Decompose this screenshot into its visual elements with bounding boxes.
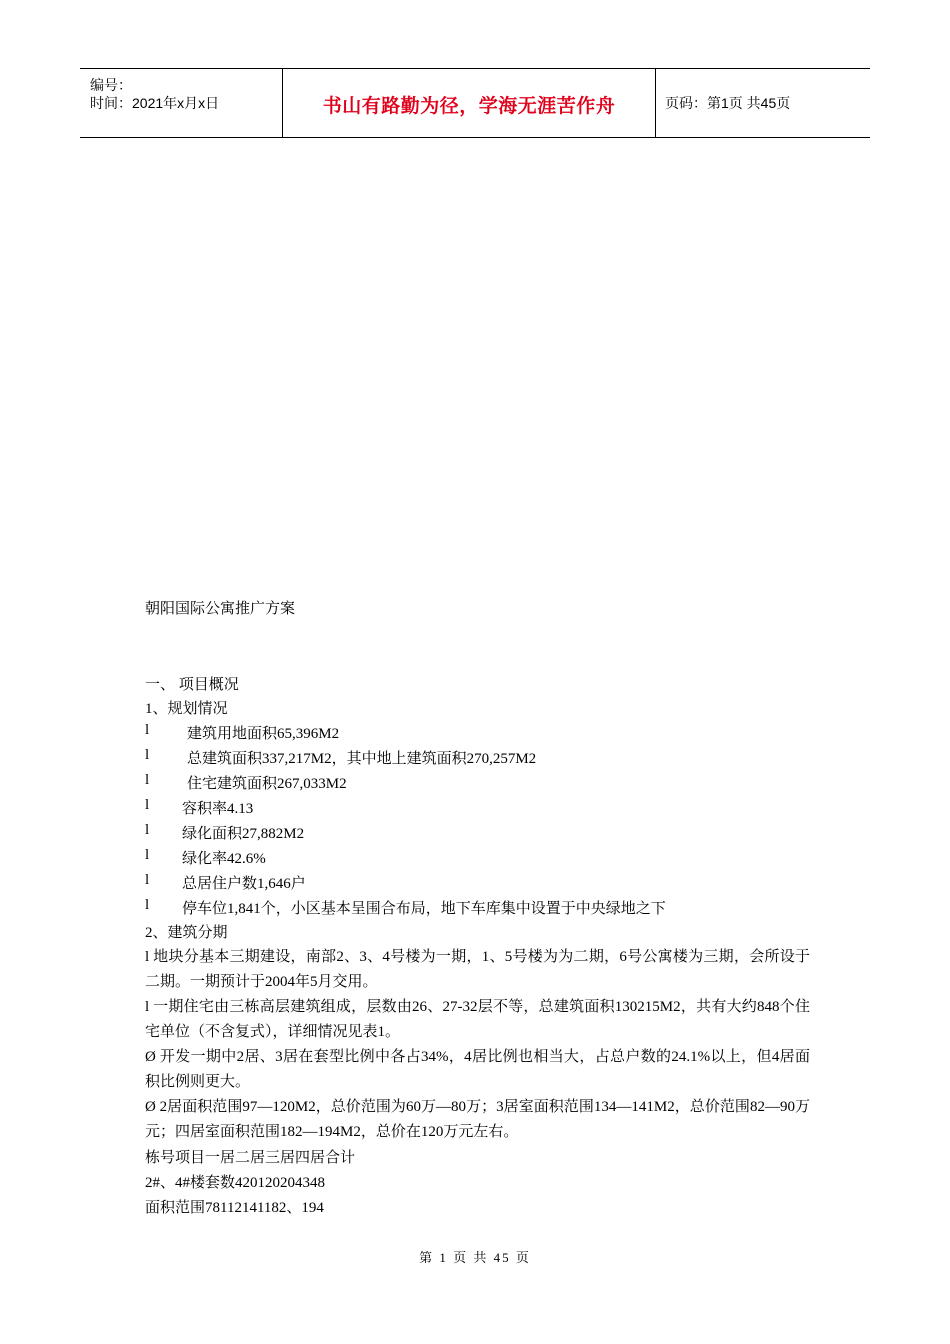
bullet-marker: l [145,822,150,838]
paragraph: l 一期住宅由三栋高层建筑组成，层数由26、27-32层不等，总建筑面积130215M2，共有大约848个住宅单位（不含复式），详细情况见表1。 [145,999,810,1040]
page-info: 页码：第1页 共45页 [665,95,791,111]
paragraph: Ø 开发一期中2居、3居在套型比例中各占34%，4居比例也相当大，占总户数的24.1%以上，但4居面积比例则更大。 [145,1049,810,1090]
table-text-line: 2#、4#楼套数420120204348 [145,1175,326,1191]
motto-text: 书山有路勤为径，学海无涯苦作舟 [322,95,616,117]
list-item-text: 总居住户数1,646户 [182,876,306,892]
doc-title: 朝阳国际公寓推广方案 [145,601,296,617]
list-item-text: 建筑用地面积65,396M2 [187,726,340,742]
list-item-text: 住宅建筑面积267,033M2 [187,776,347,792]
bullet-marker: l [145,722,150,738]
bullet-marker: l [145,797,150,813]
time-label: 时间：2021年x月x日 [90,95,220,111]
list-item-text: 总建筑面积337,217M2，其中地上建筑面积270,257M2 [187,751,537,767]
list-item-text: 绿化面积27,882M2 [182,826,305,842]
section-heading: 一、 项目概况 [145,677,239,693]
bullet-marker: l [145,872,150,888]
bullet-marker: l [145,747,150,763]
list-item-text: 停车位1,841个，小区基本呈围合布局，地下车库集中设置于中央绿地之下 [182,901,666,917]
header-right-cell [655,69,870,137]
list-item-text: 容积率4.13 [182,801,254,817]
bullet-marker: l [145,847,150,863]
number-label: 编号： [90,77,132,93]
header-motto-cell [282,69,656,137]
page-header [80,68,870,138]
subsection-heading: 1、规划情况 [145,701,228,717]
page-footer: 第 1 页 共 45 页 [419,1250,531,1265]
paragraph: l 地块分基本三期建设，南部2、3、4号楼为一期，1、5号楼为为二期，6号公寓楼为三期，会所设于二期。一期预计于2004年5月交用。 [145,949,810,990]
table-text-line: 面积范围78112141182、194 [145,1200,324,1216]
paragraph: Ø 2居面积范围97—120M2，总价范围为60万—80万；3居室面积范围134—141M2，总价范围82—90万元；四居室面积范围182—194M2，总价在120万元左右。 [145,1099,810,1140]
bullet-marker: l [145,772,150,788]
table-text-line: 栋号项目一居二居三居四居合计 [145,1150,356,1166]
header-left-cell [80,69,282,137]
list-item-text: 绿化率42.6% [182,851,266,867]
bullet-marker: l [145,897,150,913]
subsection-heading: 2、建筑分期 [145,925,228,941]
